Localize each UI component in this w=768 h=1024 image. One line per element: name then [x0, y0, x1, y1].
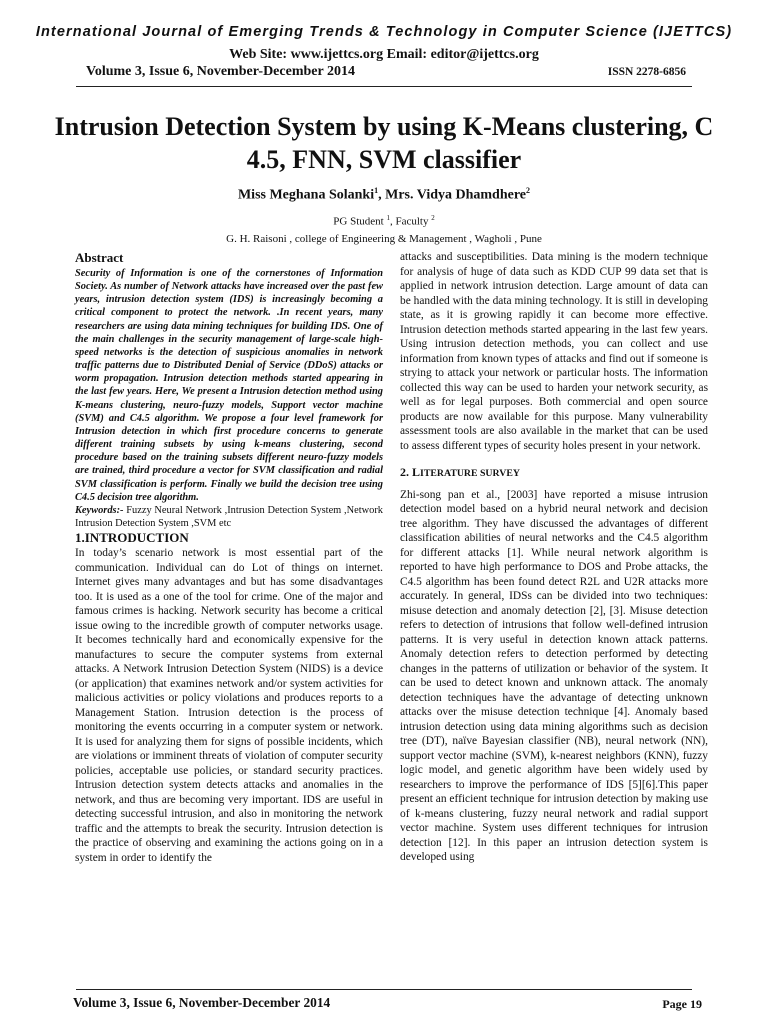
page-number: Page 19 [662, 997, 702, 1011]
literature-heading-num: 2. L [400, 465, 421, 479]
keywords-list: Fuzzy Neural Network ,Intrusion Detection System ,Network Intrusion Detection System ,SVM etc [75, 504, 383, 529]
author-line [0, 186, 768, 204]
footer-divider [76, 989, 692, 990]
literature-text: Zhi-song pan et al., [2003] have reported a misuse intrusion detection model based on a hybrid neural network and decision tree algorithm. They have discussed the advantages of different classification abilities of neural networks and the C4.5 algorithm for different attacks [1]. While neural network algorithm is reported to have high performance to DOS and Probe attacks, the C4.5 algorithm has been found detect R2L and U2R attacks more accurately. In general, IDSs can be divided into two techniques: misuse detection and anomaly detection [2], [3]. Misuse detection refers to detection of intrusions that follow well-defined intrusion patterns. It is very useful in detection known attack patterns. Anomaly detection refers to detection performed by detecting changes in the patterns of utilization or behavior of the system. It can be used to detect known and unknown attack. The anomaly detection techniques have the advantage of detecting unknown attacks over the misuse detection technique [4]. Anomaly based intrusion detection using data mining algorithms such as decision tree (DT), naïve Bayesian classifier (NB), neural network (NN), support vector machine (SVM), k-nearest neighbors (KNN), fuzzy logic model, and genetic algorithm have been widely used by researchers to improve the performance of IDS [5][6].This paper present an efficient technique for intrusion detection by making use of k-means clustering, fuzzy neural network and radial support vector machine. System uses different techniques for intrusion detection [12]. In this paper an intrusion detection system is developed using [400, 488, 708, 863]
right-column [400, 250, 708, 865]
abstract-heading: Abstract [75, 250, 124, 265]
author-2-sup: 2 [526, 186, 531, 195]
header-volume: Volume 3, Issue 6, November-December 2014 [86, 64, 355, 79]
header-divider [76, 86, 692, 87]
paper-title: Intrusion Detection System by using K-Means clustering, C 4.5, FNN, SVM classifier [54, 112, 714, 174]
intro-heading: 1.INTRODUCTION [75, 530, 189, 546]
affiliation-roles [0, 214, 768, 228]
author-1: Miss Meghana Solanki [237, 187, 375, 203]
affil-faculty: , Faculty [389, 215, 432, 228]
intro-continued-text: attacks and susceptibilities. Data mining is the modern technique for analysis of huge of data such as KDD CUP 99 data set that is applied in network intrusion detection. Large amount of data can be handled with the data mining technology. It is still in developing state, as it is growing rapidly it can become more effective. Intrusion detection methods started appearing in the last few years. Using intrusion detection methods, you can collect and use information from known types of attacks and find out if someone is strying to attack your network or particular hosts. The information collected this way can be used to harden your network security, as well as for legal purposes. Both commercial and open source products are now available for this purpose. Many vulnerability assessment tools are also available in the market that can be used to assess different types of security holes present in your network. [400, 251, 708, 452]
author-1-sup: 1 [374, 186, 379, 195]
journal-website: Web Site: www.ijettcs.org Email: editor@ijettcs.org [229, 47, 539, 62]
keywords [75, 504, 383, 530]
intro-text: In today’s scenario network is most essential part of the communication. Individual can do Lot of things on internet. Internet gives many advantages and but has some disadvantages too. It is used as a one of the tool for crime. One of the major and famous crimes is hacking. Network security has become a critical issue owing to the incredible growth of computer networks usage. It becomes technically hard and economically expensive for the manufactures to secure the computer systems from external attacks. A Network Intrusion Detection System (NIDS) is a device (or application) that examines network and/or system activities for malicious activities or policy violations and produces reports to a Management Station. Intrusion detection is the process of monitoring the events occurring in a computer system or network. It is used for analyzing them for signs of possible incidents, which are violations or imminent threats of violation of computer security policies, acceptable use policies, or standard security practices. Intrusion detection system detects attacks and anomalies in the network, and thus are becoming very important. IDS are useful in detecting successful intrusion, and also in monitoring the network traffic and the attempts to break the security. Intrusion detection is the practice of observing and examining the actions going on in a system in order to identify the [75, 547, 383, 864]
header-issn: ISSN 2278-6856 [607, 66, 686, 78]
keywords-label: Keywords:- [75, 504, 124, 516]
journal-name: International Journal of Emerging Trends & Technology in Computer Science (IJETTCS) [35, 24, 733, 40]
literature-heading [400, 465, 708, 482]
left-column [75, 250, 383, 865]
footer-volume: Volume 3, Issue 6, November-December 2014 [73, 995, 331, 1010]
affil-faculty-sup: 2 [431, 214, 435, 222]
affil-pg: PG Student [333, 215, 387, 228]
abstract-text: Security of Information is one of the cornerstones of Information Society. As number of Network attacks have increased over the past few years, intrusion detection system (IDS) is increasingly becoming a critical component to protect the network. .In recent years, many researchers are using data mining techniques for building IDS. One of the main challenges in the security management of large-scale high-speed networks is the detection of suspicious anomalies in network traffic patterns due to Distributed Denial of Service (DDoS) attacks or worm propagation. Intrusion detection methods started appearing in the last few years. Here, We present a Intrusion detection method using K-means clustering, neuro-fuzzy models, Support vector machine (SVM) and C4.5 algorithm. We propose a four level framework for Intrusion detection in which first procedure concerns to generate different training subsets by using k-means clustering, second procedure based on the training subsets different neuro-fuzzy models are trained, third procedure a vector for SVM classification and radial SVM classification is perform. Finally we build the decision tree using C4.5 decision tree algorithm. [75, 268, 383, 503]
literature-heading-rest: ITERATURE SURVEY [420, 468, 520, 479]
author-separator: , [378, 187, 386, 203]
affiliation-institute: G. H. Raisoni , college of Engineering & Management , Wagholi , Pune [226, 233, 542, 245]
affil-pg-sup: 1 [386, 214, 390, 222]
author-2: Mrs. Vidya Dhamdhere [385, 187, 527, 203]
